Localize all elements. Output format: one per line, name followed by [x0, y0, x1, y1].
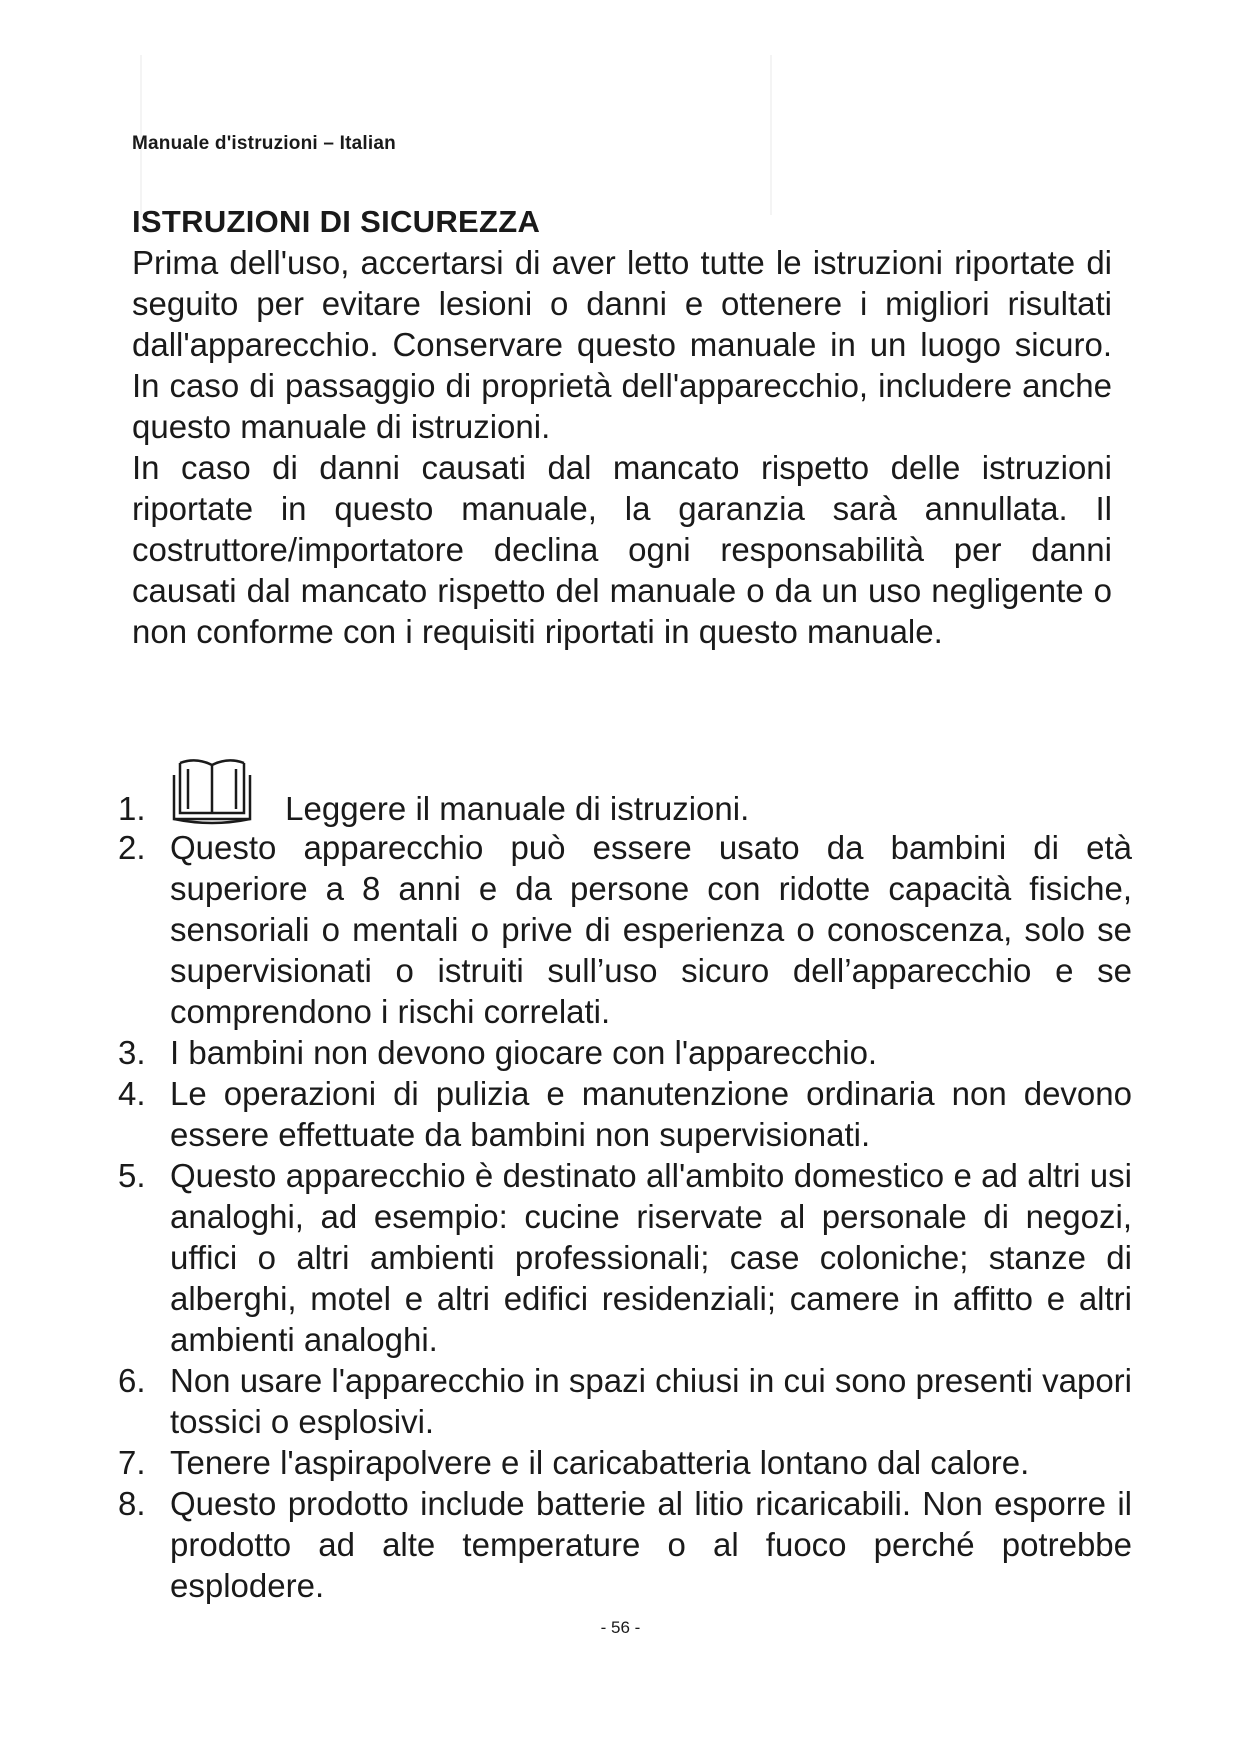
list-item-text: Tenere l'aspirapolvere e il caricabatteria lontano dal calore.: [170, 1444, 1030, 1481]
intro-paragraph: Prima dell'uso, accertarsi di aver letto tutte le istruzioni riportate di seguito per evitare lesioni o danni e ottenere i migliori risultati dall'apparecchio. Conservare questo manuale in un luogo sicuro. In caso di passaggio di proprietà dell'apparecchio, includere anche questo manuale di istruzioni.: [132, 244, 1112, 445]
list-item-text: Leggere il manuale di istruzioni.: [285, 790, 750, 827]
list-item: [110, 1032, 1132, 1073]
list-item-text: Le operazioni di pulizia e manutenzione ordinaria non devono essere effettuate da bambini non supervisionati.: [170, 1075, 1132, 1153]
list-item: [110, 1483, 1132, 1606]
page-number: - 56 -: [600, 1618, 641, 1637]
scan-edge-right: [770, 55, 772, 215]
safety-instructions-list: [110, 775, 1132, 1606]
intro-text: [132, 242, 1112, 652]
list-item-text: Questo apparecchio può essere usato da bambini di età superiore a 8 anni e da persone con ridotte capacità fisiche, sensoriali o mentali o prive di esperienza o conoscenza, solo se supervisionati o istruiti sull’uso sicuro dell’apparecchio e se comprendono i rischi correlati.: [170, 829, 1132, 1030]
list-item-text: Questo apparecchio è destinato all'ambito domestico e ad altri usi analoghi, ad esempio: cucine riservate al personale di negozi, uffici o altri ambienti professionali; case coloniche; stanze di alberghi, motel e altri edifici residenziali; camere in affitto e altri ambienti analoghi.: [170, 1157, 1132, 1358]
section-title: ISTRUZIONI DI SICUREZZA: [132, 204, 541, 239]
list-item: [110, 1155, 1132, 1360]
running-header: Manuale d'istruzioni – Italian: [132, 133, 396, 154]
list-item-number: 6.: [118, 1362, 146, 1399]
list-item-number: 5.: [118, 1157, 146, 1194]
book-icon: [170, 755, 254, 827]
list-item-text: I bambini non devono giocare con l'apparecchio.: [170, 1034, 878, 1071]
list-item-number: 1.: [118, 790, 146, 827]
list-item-text: Non usare l'apparecchio in spazi chiusi in cui sono presenti vapori tossici o esplosivi.: [170, 1362, 1132, 1440]
list-item-number: 3.: [118, 1034, 146, 1071]
list-item: [110, 775, 1132, 827]
list-item: [110, 827, 1132, 1032]
intro-paragraph: In caso di danni causati dal mancato rispetto delle istruzioni riportate in questo manuale, la garanzia sarà annullata. Il costruttore/importatore declina ogni responsabilità per danni causati dal mancato rispetto del manuale o da un uso negligente o non conforme con i requisiti riportati in questo manuale.: [132, 449, 1112, 650]
list-item-number: 7.: [118, 1444, 146, 1481]
list-item-number: 4.: [118, 1075, 146, 1112]
list-item-number: 8.: [118, 1485, 146, 1522]
list-item: [110, 1442, 1132, 1483]
list-item-text: Questo prodotto include batterie al litio ricaricabili. Non esporre il prodotto ad alte temperature o al fuoco perché potrebbe esplodere.: [170, 1485, 1132, 1604]
list-item: [110, 1360, 1132, 1442]
list-item: [110, 1073, 1132, 1155]
list-item-number: 2.: [118, 829, 146, 866]
